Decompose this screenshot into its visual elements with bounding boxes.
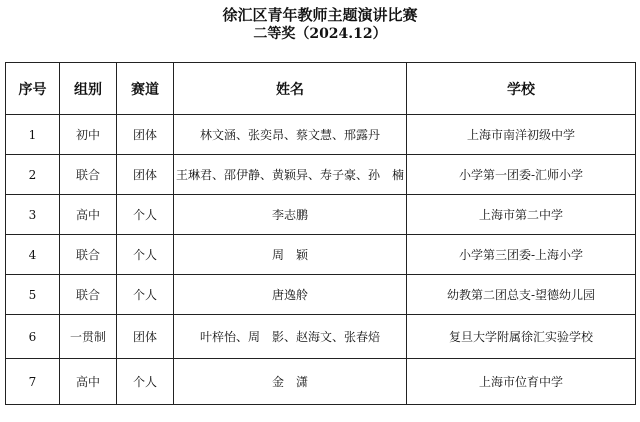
cell-no: 6: [6, 315, 60, 359]
header-no: 序号: [6, 63, 60, 115]
cell-no: 7: [6, 359, 60, 405]
document-subtitle: 二等奖（2024.12）: [253, 26, 387, 42]
cell-group: 一贯制: [60, 315, 117, 359]
cell-group: 高中: [60, 195, 117, 235]
header-school: 学校: [407, 63, 636, 115]
cell-no: 2: [6, 155, 60, 195]
cell-names: 王琳君、邵伊静、黄颖异、寿子豪、孙 楠: [174, 155, 407, 195]
cell-no: 1: [6, 115, 60, 155]
cell-group: 联合: [60, 275, 117, 315]
table-row: [6, 359, 636, 405]
cell-names: 叶梓怡、周 影、赵海文、张春焙: [174, 315, 407, 359]
cell-names: 金 潇: [174, 359, 407, 405]
cell-track: 个人: [117, 359, 174, 405]
cell-names: 唐逸舲: [174, 275, 407, 315]
header-track: 赛道: [117, 63, 174, 115]
cell-track: 个人: [117, 195, 174, 235]
cell-group: 联合: [60, 235, 117, 275]
table-row: [6, 195, 636, 235]
award-table: [5, 62, 636, 405]
cell-track: 团体: [117, 155, 174, 195]
table-row: [6, 235, 636, 275]
cell-group: 联合: [60, 155, 117, 195]
header-row: [6, 63, 636, 115]
cell-track: 个人: [117, 235, 174, 275]
table-row: [6, 115, 636, 155]
cell-track: 个人: [117, 275, 174, 315]
table-row: [6, 315, 636, 359]
table-row: [6, 155, 636, 195]
cell-no: 4: [6, 235, 60, 275]
header-group: 组别: [60, 63, 117, 115]
cell-no: 5: [6, 275, 60, 315]
cell-group: 初中: [60, 115, 117, 155]
cell-track: 团体: [117, 115, 174, 155]
cell-track: 团体: [117, 315, 174, 359]
cell-school: 上海市位育中学: [407, 359, 636, 405]
header-names: 姓名: [174, 63, 407, 115]
cell-school: 上海市南洋初级中学: [407, 115, 636, 155]
cell-school: 幼教第二团总支-望德幼儿园: [407, 275, 636, 315]
cell-names: 李志鹏: [174, 195, 407, 235]
cell-names: 周 颖: [174, 235, 407, 275]
document-title: 徐汇区青年教师主题演讲比赛: [222, 6, 418, 24]
table-row: [6, 275, 636, 315]
cell-school: 小学第一团委-汇师小学: [407, 155, 636, 195]
cell-names: 林文涵、张奕昂、蔡文慧、邢露丹: [174, 115, 407, 155]
cell-school: 小学第三团委-上海小学: [407, 235, 636, 275]
cell-no: 3: [6, 195, 60, 235]
cell-group: 高中: [60, 359, 117, 405]
cell-school: 复旦大学附属徐汇实验学校: [407, 315, 636, 359]
cell-school: 上海市第二中学: [407, 195, 636, 235]
